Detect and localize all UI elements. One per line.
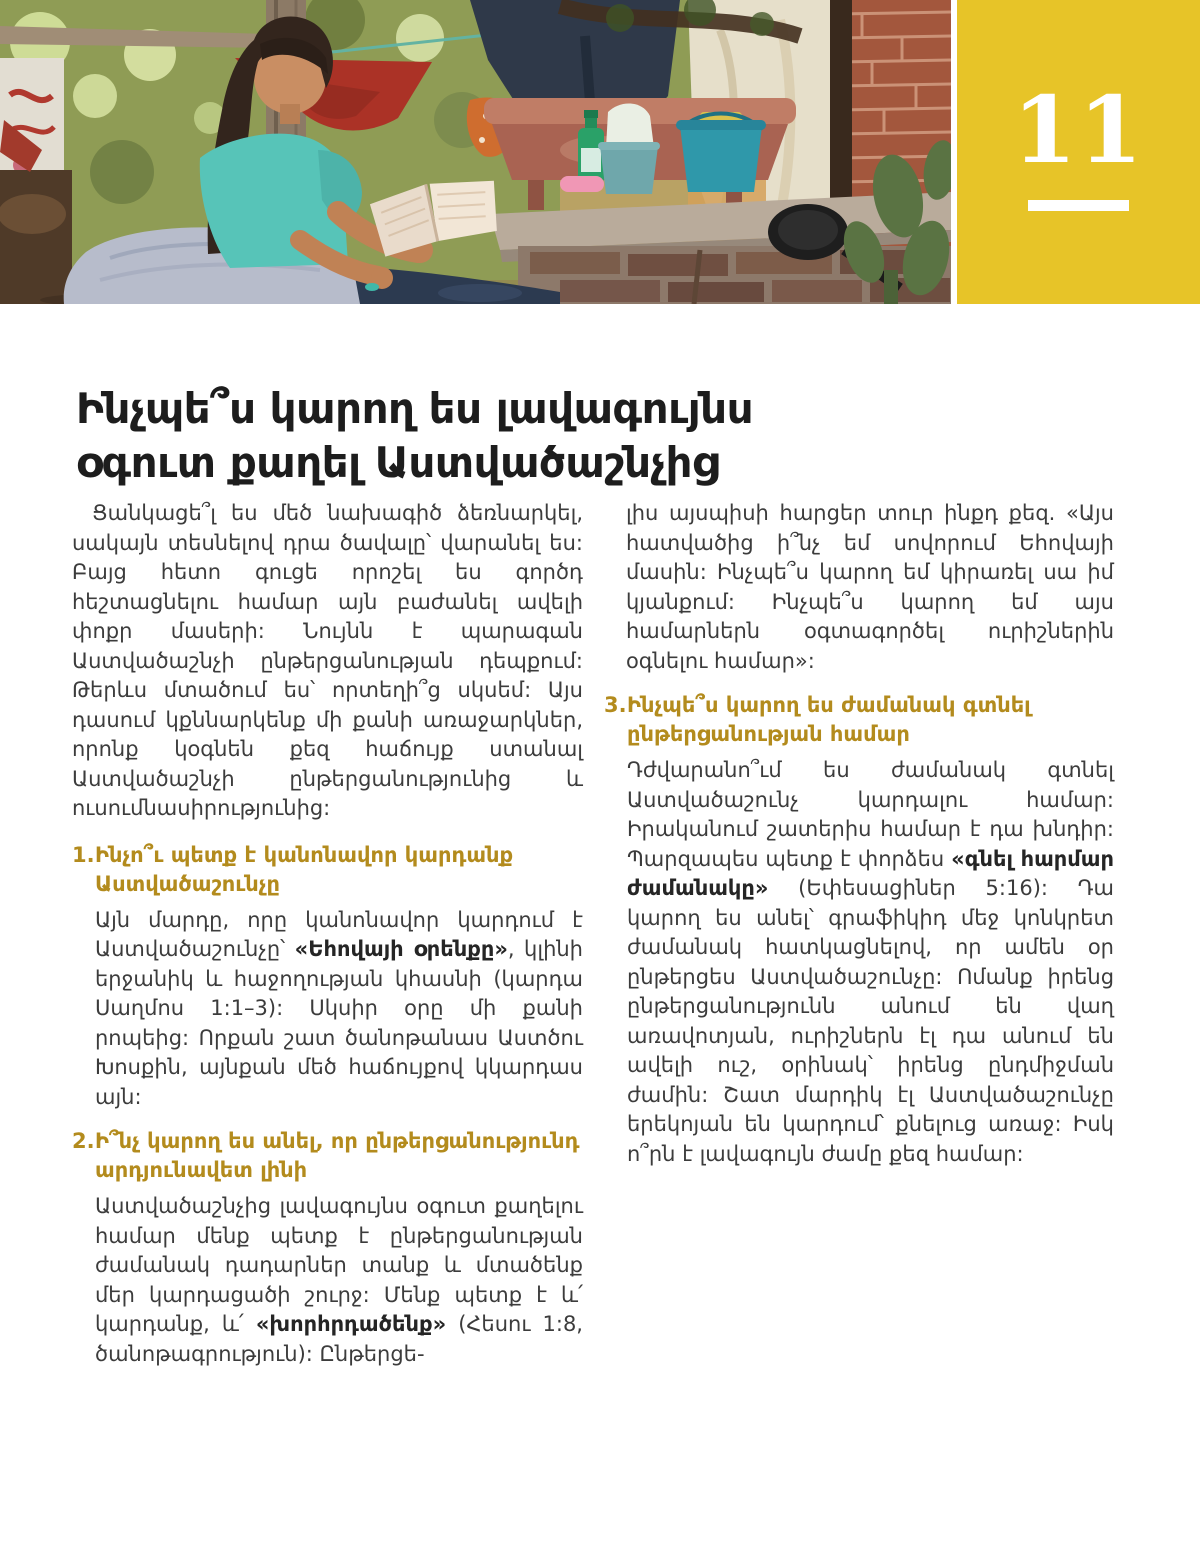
- section-1-heading: Ինչո՞ւ պետք է կանոնավոր կարդանք Աստվածաշունչը: [95, 842, 514, 896]
- intro-paragraph: Ցանկացե՞լ ես մեծ նախագիծ ձեռնարկել, սակայն տեսնելով դրա ծավալը՝ վարանել ես: Բայց հետո գուցե որոշել ես գործդ հեշտացնելու համար այն բաժանել ավելի փոքր մասերի: Նույնն է պարագան Աստվածաշնչի ընթերցանության դեպքում: Թերևս մտածում ես՝ որտեղի՞ց սկսեմ: Այս դասում կքննարկենք մի քանի առաջարկներ, որոնք կօգնեն քեզ հաճույք ստանալ Աստվածաշնչի ընթերցանությունից և ուսումնասիրությունից:: [72, 501, 583, 820]
- page-title: [76, 382, 1056, 490]
- lesson-number-underline: [1028, 200, 1129, 211]
- text-column-right: [604, 499, 1114, 1184]
- section-2-paragraph: Աստվածաշնչից լավագույնս օգուտ քաղելու համար մենք պետք է ընթերցանության ժամանակ դադարներ տանք և մտածենք մեր կարդացածի շուրջ: Մենք պետք է և՛ կարդանք, և՛ «խորհրդածենք» (Հեսու 1:8, ծանոթագրություն): Ընթերցե-: [95, 1194, 583, 1366]
- page-title-line-1: Ինչպե՞ս կարող ես լավագույնս: [76, 384, 754, 434]
- small-teal-cup: [600, 146, 658, 194]
- section-2-number: 2.: [72, 1129, 95, 1153]
- section-3-number: 3.: [604, 693, 627, 717]
- hero-photo: [0, 0, 951, 304]
- section-1-number: 1.: [72, 842, 95, 867]
- section-1-paragraph: Այն մարդը, որը կանոնավոր կարդում է Աստվածաշունչը՝ «Եհովայի օրենքը», կլինի երջանիկ և հաջողության կհասնի (կարդա Սաղմոս 1:1–3): Սկսիր օրը մի քանի րոպեից: Որքան շատ ծանոթանաս Աստծու Խոսքին, այնքան մեծ հաճույքով կկարդաս այն:: [95, 907, 583, 1109]
- pink-soap: [560, 176, 604, 192]
- section-3-paragraph: Դժվարանո՞ւմ ես ժամանակ գտնել Աստվածաշունչ կարդալու համար: Իրականում շատերիս համար է դա խնդիր: Պարզապես պետք է փորձես «գնել հարմար ժամանակը» (Եփեսացիներ 5:16): Դա կարող ես անել՝ գրաֆիկիդ մեջ կոնկրետ ժամանակ հատկացնելով, որ ամեն օր ընթերցես Աստվածաշունչը: Ոմանք իրենց ընթերցանությունն անում են վաղ առավոտյան, ուրիշներն էլ դա անում են ավելի ուշ, օրինակ՝ իրենց ընդմիջման ժամին: Շատ մարդիկ էլ Աստվածաշունչը երեկոյան են կարդում՝ քնելուց առաջ: Իսկ ո՞րն է լավագույն ժամը քեզ համար:: [627, 758, 1114, 1166]
- text-column-left: [72, 499, 583, 1384]
- teal-bucket: [680, 126, 762, 192]
- section-3: [604, 691, 1114, 1169]
- lesson-number: 11: [1012, 76, 1145, 184]
- section-1: [72, 841, 583, 1113]
- turquoise-spot: [365, 283, 379, 291]
- page-title-line-2: օգուտ քաղել Աստվածաշնչից: [76, 438, 719, 488]
- hero-photo-illustration: [0, 0, 951, 304]
- section-2-paragraph-continuation: լիս այսպիսի հարցեր տուր ինքդ քեզ. «Այս հատվածից ի՞նչ եմ սովորում Եհովայի մասին: Ինչպե՞ս կարող եմ կիրառել սա իմ կյանքում: Ինչպե՞ս կարող եմ այս համարներն օգտագործել ուրիշներին օգնելու համար»:: [626, 501, 1114, 673]
- lesson-number-box: [957, 0, 1200, 304]
- section-3-heading: Ինչպե՞ս կարող ես ժամանակ գտնել ընթերցանության համար: [627, 693, 1031, 746]
- section-2-heading: Ի՞նչ կարող ես անել, որ ընթերցանությունդ արդյունավետ լինի: [95, 1129, 580, 1182]
- section-2: [72, 1127, 583, 1369]
